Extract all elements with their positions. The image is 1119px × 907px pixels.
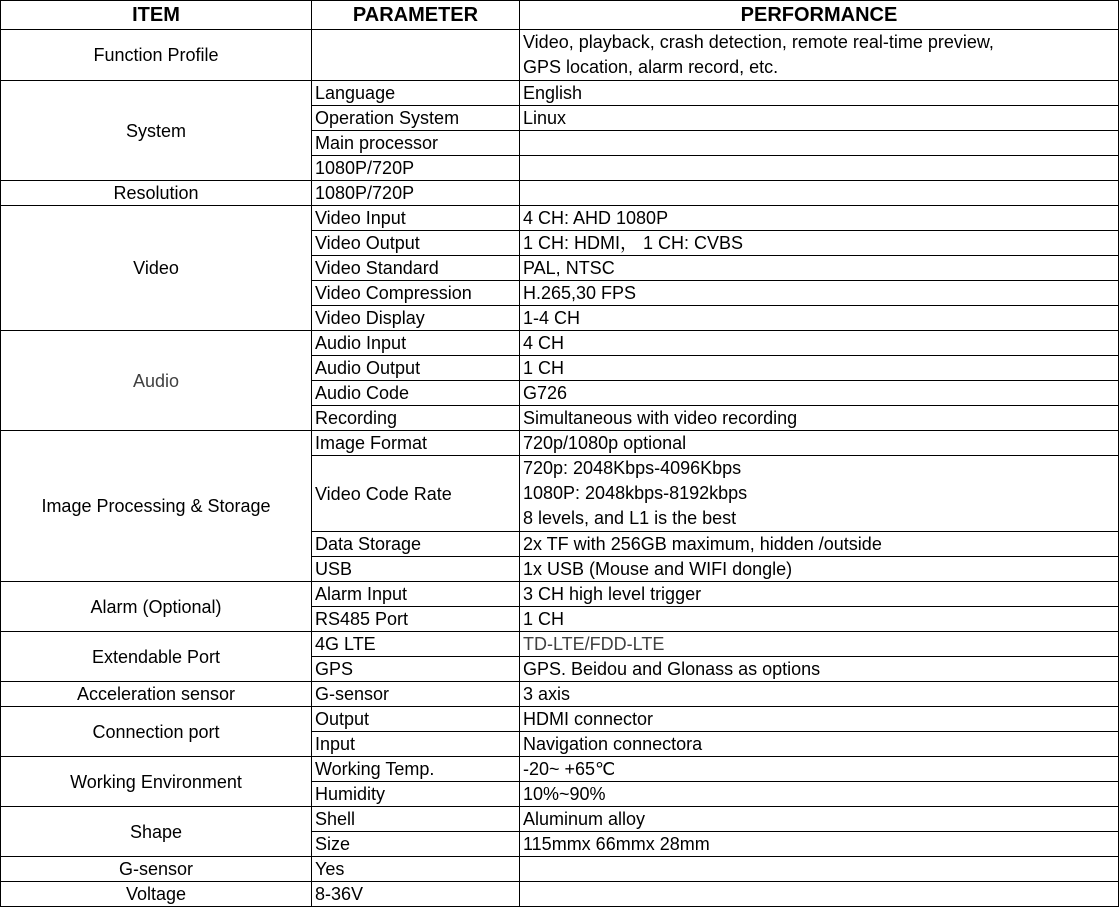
parameter-cell xyxy=(312,30,520,81)
item-cell: Video xyxy=(1,206,312,331)
performance-cell: 1x USB (Mouse and WIFI dongle) xyxy=(520,557,1119,582)
header-performance: PERFORMANCE xyxy=(520,1,1119,30)
item-cell: Extendable Port xyxy=(1,632,312,682)
item-cell: Image Processing & Storage xyxy=(1,431,312,582)
parameter-cell: Video Standard xyxy=(312,256,520,281)
performance-cell xyxy=(520,882,1119,907)
item-cell: System xyxy=(1,81,312,181)
performance-cell xyxy=(520,857,1119,882)
table-row xyxy=(1,882,1119,907)
performance-cell: 1 CH xyxy=(520,607,1119,632)
parameter-cell: G-sensor xyxy=(312,682,520,707)
table-row xyxy=(1,431,1119,456)
performance-cell xyxy=(520,131,1119,156)
performance-line: Video, playback, crash detection, remote real-time preview, xyxy=(523,32,994,52)
parameter-cell: Size xyxy=(312,832,520,857)
item-cell: Working Environment xyxy=(1,757,312,807)
table-row xyxy=(1,807,1119,832)
performance-cell: H.265,30 FPS xyxy=(520,281,1119,306)
performance-cell: 720p/1080p optional xyxy=(520,431,1119,456)
parameter-cell: Video Output xyxy=(312,231,520,256)
performance-cell: 1 CH xyxy=(520,356,1119,381)
parameter-cell: 8-36V xyxy=(312,882,520,907)
performance-cell: TD-LTE/FDD-LTE xyxy=(520,632,1119,657)
item-cell: Resolution xyxy=(1,181,312,206)
parameter-cell: Data Storage xyxy=(312,532,520,557)
parameter-cell: GPS xyxy=(312,657,520,682)
performance-cell: GPS. Beidou and Glonass as options xyxy=(520,657,1119,682)
parameter-cell: Humidity xyxy=(312,782,520,807)
parameter-cell: Video Compression xyxy=(312,281,520,306)
performance-line: 720p: 2048Kbps-4096Kbps xyxy=(523,458,742,478)
table-row xyxy=(1,682,1119,707)
parameter-cell: Input xyxy=(312,732,520,757)
item-cell: Voltage xyxy=(1,882,312,907)
performance-cell xyxy=(520,156,1119,181)
parameter-cell: Recording xyxy=(312,406,520,431)
parameter-cell: Video Input xyxy=(312,206,520,231)
table-row xyxy=(1,857,1119,882)
parameter-cell: Video Display xyxy=(312,306,520,331)
performance-line: GPS location, alarm record, etc. xyxy=(523,57,779,77)
table-row xyxy=(1,30,1119,81)
table-row xyxy=(1,81,1119,106)
table-row xyxy=(1,331,1119,356)
parameter-cell: 1080P/720P xyxy=(312,156,520,181)
performance-cell: 4 CH: AHD 1080P xyxy=(520,206,1119,231)
performance-cell: 1-4 CH xyxy=(520,306,1119,331)
performance-cell: Navigation connectora xyxy=(520,732,1119,757)
performance-cell: 3 axis xyxy=(520,682,1119,707)
table-row xyxy=(1,707,1119,732)
parameter-cell: Audio Code xyxy=(312,381,520,406)
performance-cell: 3 CH high level trigger xyxy=(520,582,1119,607)
parameter-cell: 4G LTE xyxy=(312,632,520,657)
parameter-cell: Operation System xyxy=(312,106,520,131)
header-parameter: PARAMETER xyxy=(312,1,520,30)
performance-cell: 4 CH xyxy=(520,331,1119,356)
header-item: ITEM xyxy=(1,1,312,30)
performance-cell: 1 CH: HDMI， 1 CH: CVBS xyxy=(520,231,1119,256)
parameter-cell: Audio Input xyxy=(312,331,520,356)
parameter-cell: Video Code Rate xyxy=(312,456,520,532)
performance-cell: -20~ +65℃ xyxy=(520,757,1119,782)
performance-cell xyxy=(520,456,1119,532)
performance-cell: Aluminum alloy xyxy=(520,807,1119,832)
table-row xyxy=(1,632,1119,657)
parameter-cell: Working Temp. xyxy=(312,757,520,782)
parameter-cell: Image Format xyxy=(312,431,520,456)
header-row xyxy=(1,1,1119,30)
performance-cell: 115mmx 66mmx 28mm xyxy=(520,832,1119,857)
performance-cell: G726 xyxy=(520,381,1119,406)
performance-cell: 2x TF with 256GB maximum, hidden /outside xyxy=(520,532,1119,557)
item-cell: Shape xyxy=(1,807,312,857)
table-row xyxy=(1,757,1119,782)
performance-cell: 10%~90% xyxy=(520,782,1119,807)
parameter-cell: 1080P/720P xyxy=(312,181,520,206)
parameter-cell: Output xyxy=(312,707,520,732)
item-cell: Audio xyxy=(1,331,312,431)
table-row xyxy=(1,206,1119,231)
parameter-cell: Alarm Input xyxy=(312,582,520,607)
parameter-cell: RS485 Port xyxy=(312,607,520,632)
item-cell: Alarm (Optional) xyxy=(1,582,312,632)
item-cell: Acceleration sensor xyxy=(1,682,312,707)
parameter-cell: USB xyxy=(312,557,520,582)
performance-cell: PAL, NTSC xyxy=(520,256,1119,281)
item-cell: G-sensor xyxy=(1,857,312,882)
table-row xyxy=(1,582,1119,607)
parameter-cell: Yes xyxy=(312,857,520,882)
item-cell: Connection port xyxy=(1,707,312,757)
table-row xyxy=(1,181,1119,206)
performance-cell xyxy=(520,181,1119,206)
item-cell: Function Profile xyxy=(1,30,312,81)
parameter-cell: Audio Output xyxy=(312,356,520,381)
performance-cell: Simultaneous with video recording xyxy=(520,406,1119,431)
performance-cell: English xyxy=(520,81,1119,106)
performance-cell: Linux xyxy=(520,106,1119,131)
performance-cell: HDMI connector xyxy=(520,707,1119,732)
performance-cell xyxy=(520,30,1119,81)
performance-line: 8 levels, and L1 is the best xyxy=(523,508,737,528)
parameter-cell: Shell xyxy=(312,807,520,832)
performance-line: 1080P: 2048kbps-8192kbps xyxy=(523,483,748,503)
parameter-cell: Language xyxy=(312,81,520,106)
parameter-cell: Main processor xyxy=(312,131,520,156)
